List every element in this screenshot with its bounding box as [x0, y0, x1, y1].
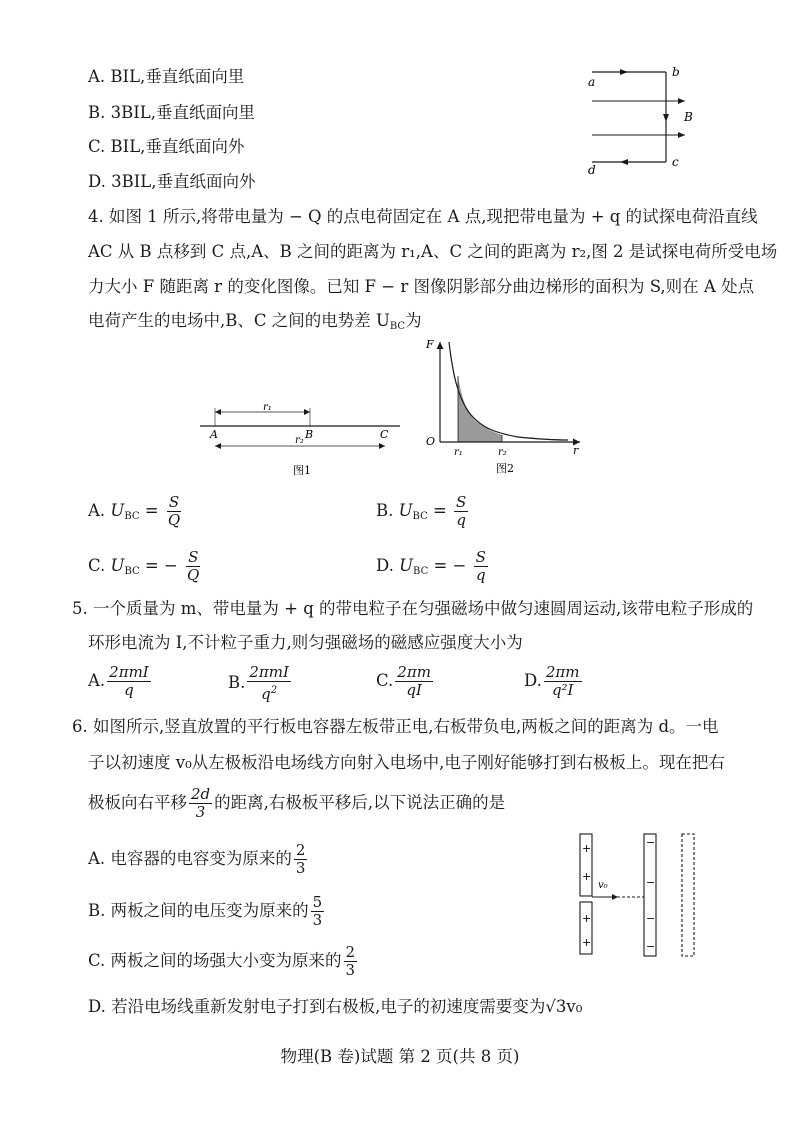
fig1-point-b: B — [305, 428, 314, 441]
plus-sign-4: + — [582, 936, 592, 949]
fig1-point-c: C — [380, 428, 389, 441]
q6-option-d[interactable]: D. 若沿电场线重新发射电子打到右极板,电子的初速度需要变为√3v₀ — [88, 997, 583, 1016]
q6-stem-line-1: 6. 如图所示,竖直放置的平行板电容器左板带正电,右板带负电,两板之间的距离为 d。一电 — [72, 717, 719, 736]
q5-option-c[interactable]: C. $\frac{2\pi m}{qI}$ — [376, 663, 431, 699]
q6-option-c[interactable]: C. 两板之间的场强大小变为原来的 $\frac{2}{3}$ — [88, 943, 356, 979]
v0-label: v₀ — [598, 880, 608, 891]
label-a: a — [588, 75, 596, 89]
q5-stem-line-1: 5. 一个质量为 m、带电量为 + q 的带电粒子在匀强磁场中做匀速圆周运动,该带电粒子形成的 — [72, 599, 754, 618]
q6-option-a[interactable]: A. 电容器的电容变为原来的 $\frac{2}{3}$ — [88, 841, 306, 877]
fig2-caption: 图2 — [496, 462, 514, 475]
q4-stem-line-1: 4. 如图 1 所示,将带电量为 − Q 的点电荷固定在 A 点,现把带电量为 + q 的试探电荷沿直线 — [88, 207, 758, 226]
q6-stem-line-2: 子以初速度 v₀从左极板沿电场线方向射入电场中,电子刚好能够打到右极板上。现在把右 — [88, 753, 725, 772]
fig2-r1-tick: r₁ — [454, 447, 463, 458]
fig1-r2-label: r₂ — [295, 435, 304, 446]
plus-sign-3: + — [582, 912, 592, 925]
label-c: c — [672, 155, 679, 169]
q3-option-a[interactable]: A. BIL,垂直纸面向里 — [88, 67, 245, 86]
minus-sign-2: − — [646, 876, 656, 889]
label-b: b — [672, 65, 680, 79]
q5-option-b[interactable]: B. $\frac{\text{2πmI}}{q^2}$ — [228, 663, 289, 703]
label-field-b: B — [684, 110, 693, 124]
plus-sign-1: + — [582, 842, 592, 855]
q3-option-b[interactable]: B. 3BIL,垂直纸面向里 — [88, 103, 255, 122]
q4-stem-line-3: 力大小 F 随距离 r 的变化图像。已知 F − r 图像阴影部分曲边梯形的面积为 S,则在 A 处点 — [88, 277, 755, 296]
q4-option-c[interactable]: C. $U_{BC}$ = − $\frac{S}{Q}$ — [88, 548, 200, 584]
q4-figure-2 — [418, 336, 588, 481]
q6-capacitor-figure — [572, 826, 702, 966]
fig1-r1-label: r₁ — [263, 402, 272, 413]
fig2-axis-r: r — [573, 444, 579, 457]
q6-option-b[interactable]: B. 两板之间的电压变为原来的 $\frac{5}{3}$ — [88, 893, 323, 929]
fig1-point-a: A — [210, 428, 218, 441]
q3-option-d[interactable]: D. 3BIL,垂直纸面向外 — [88, 172, 256, 191]
q3-option-c[interactable]: C. BIL,垂直纸面向外 — [88, 137, 245, 156]
q4-option-d[interactable]: D. $U_{BC}$ = − $\frac{S}{q}$ — [376, 548, 486, 584]
fig2-origin: O — [426, 435, 436, 448]
q4-stem-line-2: AC 从 B 点移到 C 点,A、B 之间的距离为 r₁,A、C 之间的距离为 r₂,图 2 是试探电荷所受电场 — [88, 242, 778, 261]
q4-option-a[interactable]: A. $U_{BC}$ = $\frac{S}{Q}$ — [88, 493, 181, 529]
q4-option-b[interactable]: B. $U_{BC}$ = $\frac{S}{q}$ — [376, 493, 467, 529]
minus-sign-4: − — [646, 940, 656, 953]
fig1-caption: 图1 — [293, 464, 311, 477]
page-footer: 物理(B 卷)试题 第 2 页(共 8 页) — [280, 1047, 520, 1066]
minus-sign-3: − — [646, 912, 656, 925]
q6-stem-line-3: 极板向右平移 $\frac{2d}{3}$ 的距离,右极板平移后,以下说法正确的是 — [88, 785, 506, 821]
q4-figure-1 — [195, 402, 410, 482]
minus-sign-1: − — [646, 836, 656, 849]
q5-option-d[interactable]: D. $\frac{2\pi m}{\text{q²I}}$ — [524, 663, 580, 699]
label-d: d — [588, 163, 596, 177]
fig2-axis-f: F — [426, 338, 434, 351]
q5-option-a[interactable]: A. $\frac{\text{2πmI}}{q}$ — [88, 663, 149, 699]
q5-stem-line-2: 环形电流为 I,不计粒子重力,则匀强磁场的磁感应强度大小为 — [88, 633, 523, 652]
fig2-r2-tick: r₂ — [498, 447, 507, 458]
q3-wire-loop-figure — [580, 58, 710, 188]
q4-stem-line-4: 电荷产生的电场中,B、C 之间的电势差 $U_{BC}$为 — [88, 311, 422, 332]
plus-sign-2: + — [582, 870, 592, 883]
